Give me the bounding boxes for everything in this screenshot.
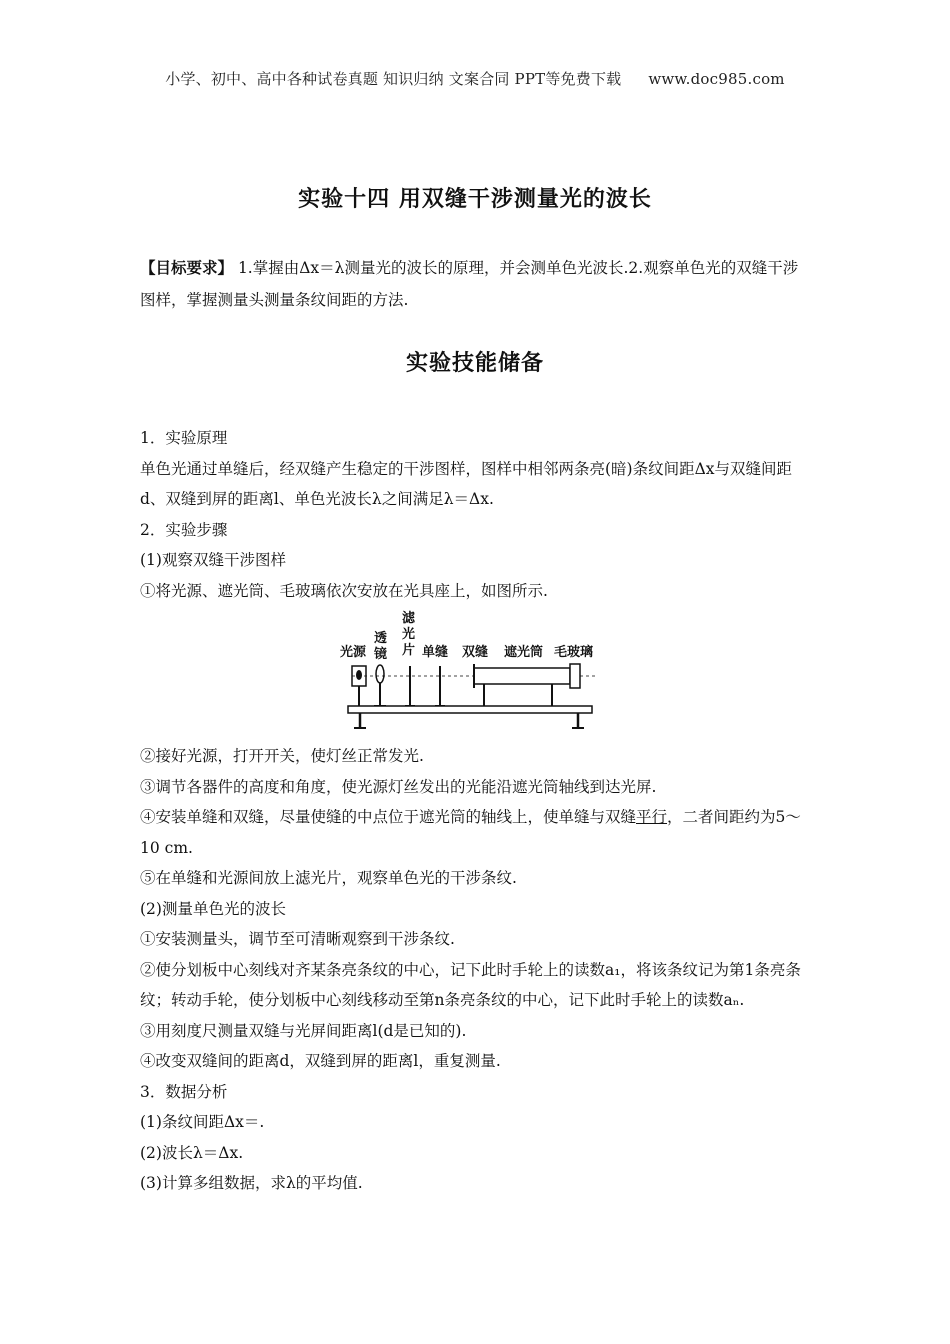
label-light-source: 光源 (340, 645, 367, 660)
label-tube: 遮光筒 (504, 645, 544, 660)
principle-paragraph: 单色光通过单缝后，经双缝产生稳定的干涉图样，图样中相邻两条亮(暗)条纹间距Δx与双缝间距d、双缝到屏的距离l、单色光波长λ之间满足λ＝Δx. (140, 459, 793, 508)
analysis-1: (1)条纹间距Δx＝. (140, 1113, 265, 1131)
lens-icon (376, 665, 384, 683)
header-site[interactable]: www.doc985.com (648, 70, 785, 88)
label-filter-2: 光 (402, 627, 416, 642)
step-observe-1: ①将光源、遮光筒、毛玻璃依次安放在光具座上，如图所示. (140, 581, 548, 600)
step-observe: (1)观察双缝干涉图样 (140, 551, 286, 569)
label-screen: 毛玻璃 (554, 645, 594, 660)
step-measure-3: ③用刻度尺测量双缝与光屏间距离l(d是已知的). (140, 1021, 467, 1040)
header-text: 小学、初中、高中各种试卷真题 知识归纳 文案合同 PPT等免费下载 (165, 70, 622, 88)
step-observe-4-a: ④安装单缝和双缝，尽量使缝的中点位于遮光筒的轴线上，使单缝与双缝 (140, 808, 637, 826)
screen-icon (570, 664, 580, 688)
content-lower (140, 741, 812, 1199)
label-filter-1: 滤 (402, 611, 416, 626)
step-observe-4 (140, 802, 812, 863)
step-measure-4: ④改变双缝间的距离d，双缝到屏的距离l，重复测量. (140, 1052, 501, 1070)
optical-bench (348, 706, 592, 713)
step-measure-2: ②使分划板中心刻线对齐某条亮条纹的中心，记下此时手轮上的读数a₁，将该条纹记为第1条亮条纹；转动手轮，使分划板中心刻线移动至第n条亮条纹的中心，记下此时手轮上的读数aₙ. (140, 960, 801, 1009)
tube-body (474, 668, 570, 684)
step-measure: (2)测量单色光的波长 (140, 899, 286, 918)
goal-paragraph (140, 252, 812, 316)
goal-tag: 【目标要求】 (140, 259, 234, 277)
goal-text: 1.掌握由Δx＝λ测量光的波长的原理，并会测单色光波长.2.观察单色光的双缝干涉图样，掌握测量头测量条纹间距的方法. (140, 259, 799, 309)
content-upper (140, 423, 812, 606)
apparatus-svg (338, 608, 598, 738)
label-single-slit: 单缝 (422, 645, 449, 660)
label-filter-3: 片 (402, 643, 416, 658)
page-title: 实验十四 用双缝干涉测量光的波长 (298, 187, 652, 212)
step-observe-4-underline: 平行 (636, 808, 668, 826)
section-title: 实验技能储备 (405, 351, 544, 376)
label-lens-1: 透 (374, 631, 388, 646)
light-bulb-icon (356, 670, 362, 680)
analysis-3: (3)计算多组数据，求λ的平均值. (140, 1174, 363, 1192)
label-double-slit: 双缝 (462, 645, 489, 660)
label-lens-2: 镜 (374, 647, 388, 662)
apparatus-diagram (338, 608, 598, 738)
heading-principle: 1．实验原理 (140, 429, 228, 447)
heading-analysis: 3．数据分析 (140, 1082, 228, 1101)
step-observe-2: ②接好光源，打开开关，使灯丝正常发光. (140, 747, 424, 765)
step-observe-4-b: ，二者间距约为5～10 cm. (140, 808, 801, 857)
analysis-2: (2)波长λ＝Δx. (140, 1143, 244, 1162)
step-observe-3: ③调节各器件的高度和角度，使光源灯丝发出的光能沿遮光筒轴线到达光屏. (140, 777, 657, 796)
step-measure-1: ①安装测量头，调节至可清晰观察到干涉条纹. (140, 930, 455, 948)
heading-steps: 2．实验步骤 (140, 520, 228, 539)
page-header (0, 68, 950, 89)
step-observe-5: ⑤在单缝和光源间放上滤光片，观察单色光的干涉条纹. (140, 869, 517, 887)
